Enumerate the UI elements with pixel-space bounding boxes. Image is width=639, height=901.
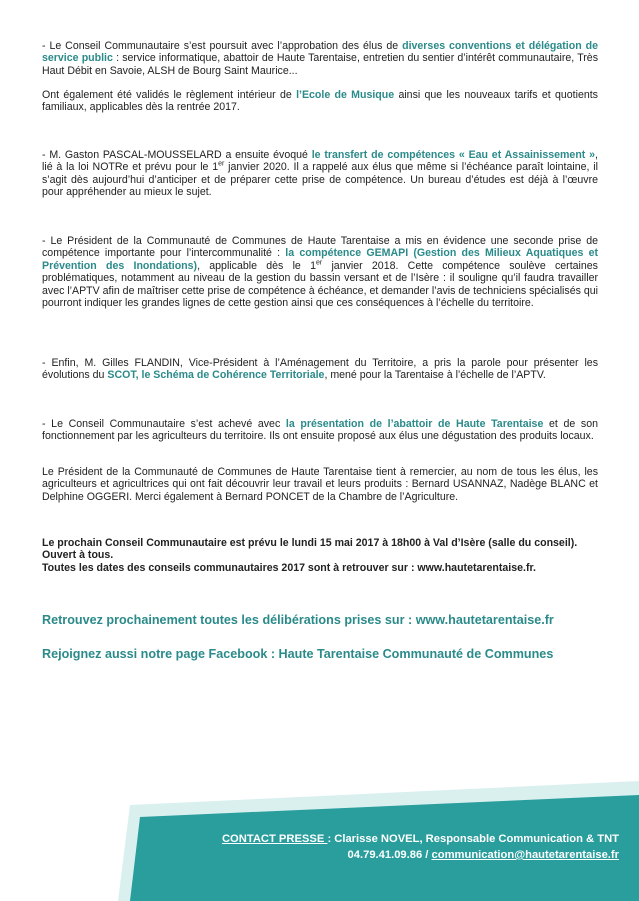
text: janvier 2020. Il a rappelé aux élus que même si l’échéance paraît lointaine, il s’agit dès aujourd’hui d’anticiper et de préparer cette prise de compétence. Un bureau d’études est déjà à l’œuvre pour appréhender au mieux le sujet. [42,161,598,199]
contact-line-2 [179,847,619,863]
deliberations-link[interactable]: Retrouvez prochainement toutes les délibérations prises sur : www.hautetarentaise.fr [42,613,554,627]
open-to-all: Ouvert à tous. [42,549,114,562]
text: Ont également été validés le règlement intérieur de [42,89,297,101]
contact-name: : Clarisse NOVEL, Responsable Communication & TNT [327,833,619,845]
text: Le Président de la Communauté de Communes de Haute Tarentaise tient à remercier, au nom de tous les élus, les agriculteurs et agricultrices qui ont fait découvrir leur travail et leurs produits : Bernard USANNAZ, Nadège BLANC et Delphine OGGERI. Merci également à Bernard PONCET de la Chambre de l’Agriculture. [42,466,598,503]
text: et de son fonctionnement par les agriculteurs du territoire. Ils ont ensuite proposé aux élus une dégustation des produits locaux. [42,418,599,443]
text: , mené pour la Tarentaise à l’échelle de l’APTV. [324,369,546,382]
highlight-conventions: diverses conventions et délégation de service public [42,40,598,65]
press-contact [179,831,619,863]
highlight-abattoir: la présentation de l’abattoir de Haute Tarentaise [285,418,544,430]
facebook-link[interactable]: Rejoignez aussi notre page Facebook : Haute Tarentaise Communauté de Communes [42,647,554,661]
text: - Le Conseil Communautaire s’est achevé avec [42,418,286,430]
next-council-date: Le prochain Conseil Communautaire est prévu le lundi 15 mai 2017 à 18h00 à Val d’Isère (salle du conseil). [42,537,578,549]
contact-separator: / [422,849,432,861]
text: , lié à la loi NOTRe et prévu pour le 1 [42,149,598,174]
text: - M. Gaston PASCAL-MOUSSELARD a ensuite évoqué [42,149,312,161]
contact-phone: 04.79.41.09.86 [347,849,423,861]
highlight-music-school: l’Ecole de Musique [296,89,395,101]
text: ainsi que les nouveaux tarifs et quotients familiaux, applicables dès la rentrée 2017. [42,89,598,114]
council-dates-link: Toutes les dates des conseils communautaires 2017 sont à retrouver sur : www.hautetarentaise.fr. [42,561,536,574]
text: - Enfin, M. Gilles FLANDIN, Vice-Président à l’Aménagement du Territoire, a pris la parole pour présenter les évolutions du [42,357,598,382]
contact-email-link[interactable]: communication@hautetarentaise.fr [431,849,619,861]
highlight-scot: SCOT, le Schéma de Cohérence Territoriale [107,369,325,382]
superscript: er [315,259,323,267]
contact-line-1 [179,831,619,847]
contact-label: CONTACT PRESSE [221,833,328,845]
text: - Le Conseil Communautaire s’est poursuit avec l’approbation des élus de [42,40,403,52]
highlight-water-transfer: le transfert de compétences « Eau et Assainissement » [311,149,596,161]
text: - Le Président de la Communauté de Communes de Haute Tarentaise a mis en évidence une seconde prise de compétence importante pour l’intercommunalité : [42,235,598,260]
highlight-gemapi: la compétence GEMAPI (Gestion des Milieux Aquatiques et Prévention des Inondations) [42,247,598,272]
superscript: er [218,160,225,168]
text: , applicable dès le 1 [197,259,316,272]
text: janvier 2018. Cette compétence soulève certaines problématiques, notamment au niveau de la gestion du bassin versant et de l’Isère : il souligne qu’il faudra travailler avec l’APTV afin de maîtriser cette prise de compétence à échéance, et demander l’avis de techniciens spécialisés qui pourront indiquer les grandes lignes de cette gestion ainsi que ces conséquences à l’échelle du territoire. [42,259,598,310]
text: : service informatique, abattoir de Haute Tarentaise, entretien du sentier d’intérêt communautaire, Très Haut Débit en Savoie, ALSH de Bourg Saint Maurice... [42,52,598,77]
